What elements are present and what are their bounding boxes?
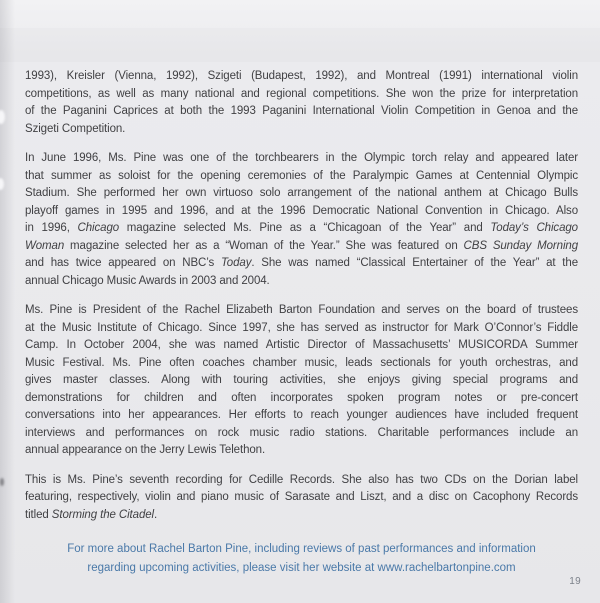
text-run: featuring, respectively, violin and piano music of Sarasate and Liszt, and a disc on Cacophony Records [25,491,578,503]
text-run: competitions, as well as many national and regional competitions. She won the prize for interpretation [25,87,578,100]
text-run: This is Ms. Pine’s seventh recording for Cedille Records. She also has two CDs on the Dorian label [25,473,578,486]
text-run: Music Festival. Ms. Pine often coaches chamber music, leads sectionals for youth orchestras, and [25,356,578,369]
text-line [25,472,578,490]
footer-line: regarding upcoming activities, please visit her website at www.rachelbartonpine.com [87,562,516,574]
text-run: and has twice appeared on NBC’s [25,257,221,269]
text-line [25,185,578,203]
scan-left-shadow [0,0,15,603]
text-run: Stadium. She performed her own virtuoso solo arrangement of the national anthem at Chicago Bulls [25,187,578,199]
text-line [25,203,578,221]
text-line [25,442,578,460]
text-run: Szigeti Competition. [25,122,126,135]
text-line [25,150,578,168]
text-run: magazine selected Ms. Pine as a “Chicagoan of the Year” and [119,222,491,234]
text-run: annual Chicago Music Awards in 2003 and 2004. [25,274,270,287]
text-line [25,86,578,104]
text-run: playoff games in 1995 and 1996, and at the 1996 Democratic National Convention in Chicago. Also [25,204,578,217]
italic-text-run: Today [220,257,252,269]
text-line [25,220,578,238]
text-run: interviews and performances on rock music radio stations. Charitable performances include an [25,426,578,439]
text-run: . She was named “Classical Entertainer of the Year” at the [251,257,578,269]
footer-line: For more about Rachel Barton Pine, including reviews of past performances and information [67,543,536,555]
text-line [25,372,578,390]
italic-text-run: Chicago [77,222,120,234]
text-run: Ms. Pine is President of the Rachel Elizabeth Barton Foundation and serves on the board of trustees [25,304,578,316]
text-line [25,255,578,273]
paragraph [25,472,578,525]
text-run: gives master classes. Along with touring activities, she enjoys giving special programs and [25,374,578,386]
italic-text-run: CBS Sunday Morning [463,239,578,252]
text-run: 1993), Kreisler (Vienna, 1992), Szigeti (Budapest, 1992), and Montreal (1991) international violin [25,70,578,82]
text-run: Camp. In October 2004, she was named Artistic Director of Massachusetts’ MUSICORDA Summer [25,339,578,351]
paragraph [25,68,578,138]
text-run: at the Music Institute of Chicago. Since 1997, she has served as instructor for Mark O’Connor’s Fiddle [25,321,578,334]
text-run: conversations into her appearances. Her efforts to reach younger audiences have included frequent [25,409,578,421]
text-run: In June 1996, Ms. Pine was one of the torchbearers in the Olympic torch relay and appeared later [25,152,578,164]
text-line [25,355,578,373]
text-line [25,407,578,425]
text-run: in 1996, [25,222,78,234]
text-line [25,507,578,525]
text-line [25,320,578,338]
text-run: magazine selected her as a “Woman of the Year.” She was featured on [64,239,464,252]
text-line [25,121,578,139]
text-line [25,103,578,121]
italic-text-run: Woman [25,239,65,252]
page-number: 19 [569,576,581,587]
footer-note [25,540,578,578]
text-line [25,425,578,443]
text-run: titled [25,508,52,521]
text-line [25,68,578,86]
body-text [25,68,578,578]
text-run: annual appearance on the Jerry Lewis Telethon. [25,444,266,456]
text-line [25,238,578,256]
scan-artifact [0,478,4,486]
text-line [25,273,578,291]
text-line [25,302,578,320]
text-line [25,390,578,408]
text-run: . [154,508,158,521]
text-run: demonstrations for children and often incorporates spoken program notes or pre-concert [25,391,578,404]
paragraph [25,302,578,460]
text-line [25,168,578,186]
text-run: that summer as soloist for the opening ceremonies of the Paralympic Games at Centennial Olympic [25,169,578,182]
italic-text-run: Storming the Citadel [51,508,154,521]
paragraph [25,150,578,290]
paragraphs [25,68,578,524]
text-run: of the Paganini Caprices at both the 1993 Paganini International Violin Competition in Genoa and the [25,105,578,117]
text-line [25,337,578,355]
text-line [25,489,578,507]
italic-text-run: Today’s Chicago [490,222,578,234]
scan-shading-band [0,28,600,62]
